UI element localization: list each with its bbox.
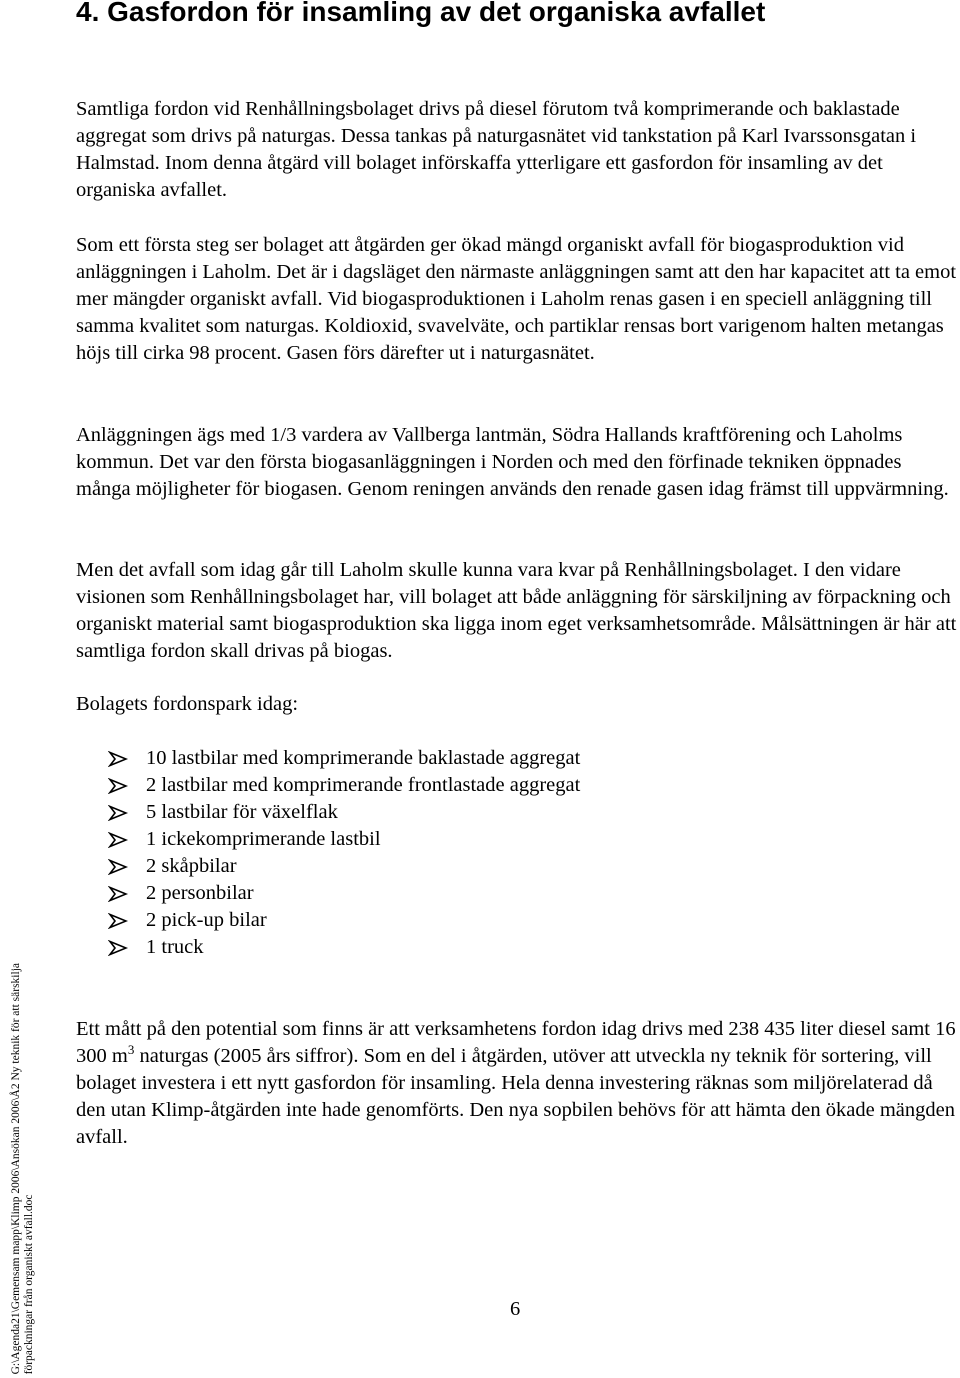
section-heading: 4. Gasfordon för insamling av det organiska avfallet	[76, 0, 766, 27]
fleet-list-item	[76, 826, 960, 853]
arrow-bullet-icon	[108, 859, 128, 875]
arrow-bullet-icon	[108, 778, 128, 794]
paragraph-vehicles-intro: Samtliga fordon vid Renhållningsbolaget drivs på diesel förutom två komprimerande och baklastade aggregat som drivs på naturgas. Dessa tankas på naturgasnätet vid tankstation på Karl Ivarssonsgatan i Halmstad. Inom denna åtgärd vill bolaget införskaffa ytterligare ett gasfordon för insamling av det organiska avfallet.	[76, 98, 917, 201]
closing-text-part2: naturgas (2005 års siffror). Som en del i åtgärden, utöver att utveckla ny teknik för sortering, vill bolaget investera i ett nytt gasfordon för insamling. Hela denna investering räknas som miljörelaterad då den utan Klimp-åtgärden inte hade genomförts. Den nya sopbilen behövs för att hämta den ökade mängden avfall.	[76, 1045, 955, 1148]
fleet-item-label: 1 truck	[146, 936, 204, 958]
paragraph-plant-ownership: Anläggningen ägs med 1/3 vardera av Vallberga lantmän, Södra Hallands kraftförening och Laholms kommun. Det var den första biogasanläggningen i Norden och med den förfinade tekniken öppnades många möjligheter för biogasen. Genom reningen används den renade gasen idag främst till uppvärmning.	[76, 424, 949, 500]
arrow-bullet-icon	[108, 913, 128, 929]
paragraph-vision: Men det avfall som idag går till Laholm skulle kunna vara kvar på Renhållningsbolaget. I den vidare visionen som Renhållningsbolaget har, vill bolaget att både anläggning för särskiljning av förpackning och organiskt material samt biogasproduktion ska ligga inom eget verksamhetsområde. Målsättningen är här att samtliga fordon skall drivas på biogas.	[76, 559, 957, 662]
fleet-item-label: 5 lastbilar för växelflak	[146, 801, 338, 823]
fleet-list-item	[76, 799, 960, 826]
footer-path-line1: G:\Agenda21\Gemensam mapp\Klimp 2006\Ansökan 2006\Å2 Ny teknik för att särskilja	[10, 962, 22, 1374]
fleet-list-item	[76, 853, 960, 880]
arrow-bullet-icon	[108, 886, 128, 902]
fleet-list-item	[76, 934, 960, 961]
page-number: 6	[510, 1298, 521, 1320]
arrow-bullet-icon	[108, 940, 128, 956]
arrow-bullet-icon	[108, 751, 128, 767]
fleet-list	[76, 745, 960, 961]
paragraph-biogas-laholm: Som ett första steg ser bolaget att åtgärden ger ökad mängd organiskt avfall för biogasproduktion vid anläggningen i Laholm. Det är i dagsläget den närmaste anläggningen samt att den har kapacitet att ta emot mer mängder organiskt avfall. Vid biogasproduktionen i Laholm renas gasen i en speciell anläggning till samma kvalitet som naturgas. Koldioxid, svavelväte, och partiklar rensas bort varigenom halten metangas höjs till cirka 98 procent. Gasen förs därefter ut i naturgasnätet.	[76, 234, 957, 364]
fleet-item-label: 2 personbilar	[146, 882, 254, 904]
fleet-item-label: 1 ickekomprimerande lastbil	[146, 828, 381, 850]
footer-path-line2: förpackningar från organiskt avfall.doc	[23, 1194, 35, 1374]
cubic-superscript: 3	[127, 1042, 135, 1058]
paragraph-closing	[76, 1016, 960, 1151]
fleet-list-item	[76, 907, 960, 934]
fleet-item-label: 2 skåpbilar	[146, 855, 237, 877]
fleet-item-label: 2 lastbilar med komprimerande frontlastade aggregat	[146, 774, 581, 796]
closing-text-part1: Ett mått på den potential som finns är att verksamhetens fordon idag drivs med 238 435 liter diesel samt 16 300 m	[76, 1018, 956, 1067]
arrow-bullet-icon	[108, 832, 128, 848]
footer-file-path	[10, 963, 36, 1374]
fleet-item-label: 10 lastbilar med komprimerande baklastade aggregat	[146, 747, 581, 769]
fleet-item-label: 2 pick-up bilar	[146, 909, 267, 931]
fleet-list-item	[76, 745, 960, 772]
fleet-intro: Bolagets fordonspark idag:	[76, 693, 299, 715]
fleet-list-item	[76, 772, 960, 799]
fleet-list-item	[76, 880, 960, 907]
arrow-bullet-icon	[108, 805, 128, 821]
